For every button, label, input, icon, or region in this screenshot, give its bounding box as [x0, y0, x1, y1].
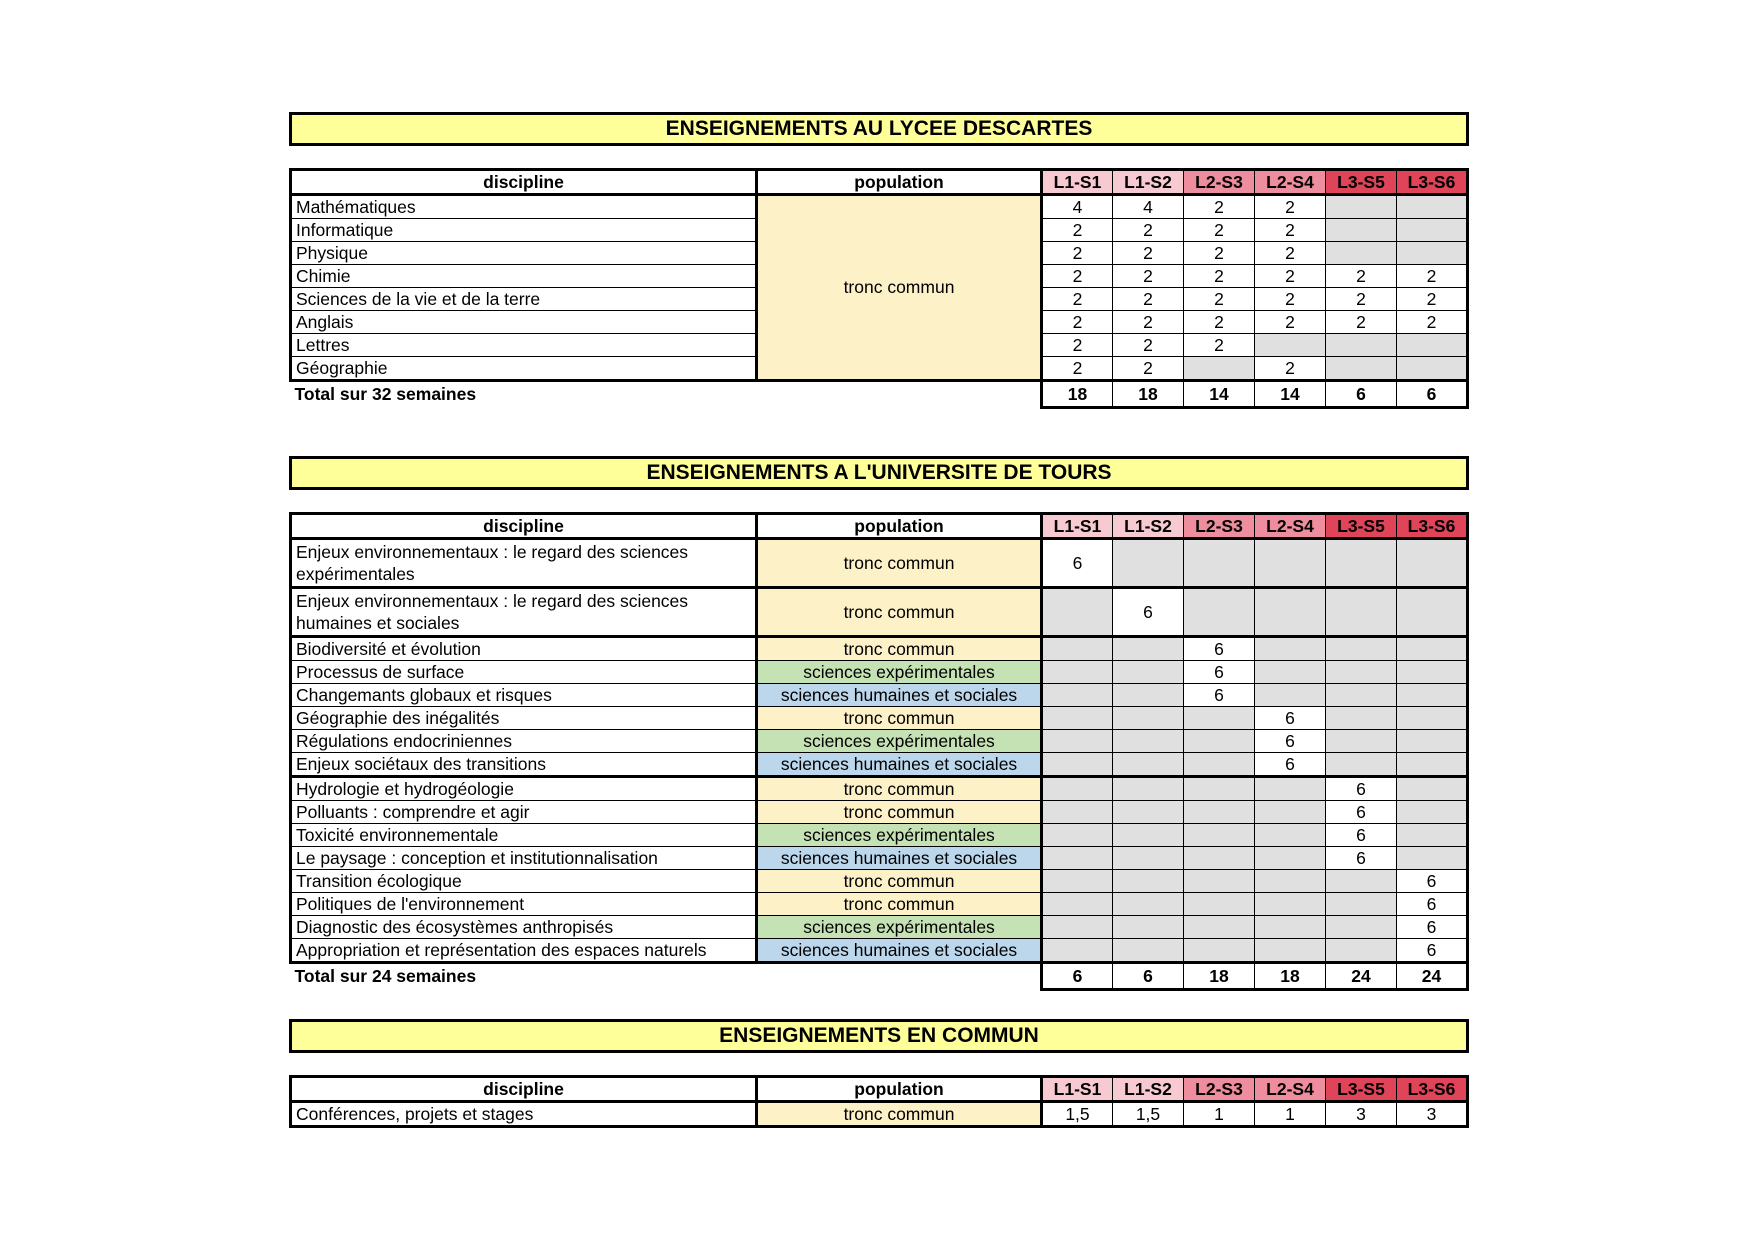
hours-cell: [1113, 684, 1184, 707]
discipline-cell: Enjeux environnementaux : le regard des sciences humaines et sociales: [291, 588, 757, 637]
hours-cell: [1397, 539, 1468, 588]
hours-cell: [1397, 242, 1468, 265]
discipline-cell: Géographie des inégalités: [291, 707, 757, 730]
hours-cell: [1184, 357, 1255, 381]
hours-cell: [1113, 916, 1184, 939]
hours-cell: [1184, 847, 1255, 870]
discipline-cell: Mathématiques: [291, 195, 757, 219]
population-cell: sciences humaines et sociales: [757, 847, 1042, 870]
total-cell: 6: [1326, 381, 1397, 408]
hours-cell: 6: [1184, 661, 1255, 684]
hours-cell: 6: [1184, 684, 1255, 707]
header-population: population: [757, 1077, 1042, 1102]
table-row: [291, 916, 1468, 939]
header-semester-l3-s5: L3-S5: [1326, 1077, 1397, 1102]
hours-cell: [1113, 707, 1184, 730]
section-title-universite: ENSEIGNEMENTS A L'UNIVERSITE DE TOURS: [289, 456, 1469, 490]
total-cell: 18: [1255, 963, 1326, 990]
population-cell: sciences expérimentales: [757, 916, 1042, 939]
hours-cell: [1397, 730, 1468, 753]
population-cell: tronc commun: [757, 1102, 1042, 1127]
hours-cell: [1326, 219, 1397, 242]
hours-cell: [1255, 847, 1326, 870]
hours-cell: 3: [1326, 1102, 1397, 1127]
header-row: [291, 1077, 1468, 1102]
hours-cell: [1326, 684, 1397, 707]
hours-cell: 1: [1255, 1102, 1326, 1127]
hours-cell: 6: [1326, 847, 1397, 870]
discipline-cell: Biodiversité et évolution: [291, 637, 757, 661]
hours-cell: [1042, 939, 1113, 963]
hours-cell: [1184, 730, 1255, 753]
hours-cell: 6: [1184, 637, 1255, 661]
hours-cell: [1042, 916, 1113, 939]
hours-cell: [1255, 870, 1326, 893]
hours-cell: [1255, 661, 1326, 684]
hours-cell: [1326, 661, 1397, 684]
table-row: [291, 870, 1468, 893]
discipline-cell: Enjeux environnementaux : le regard des sciences expérimentales: [291, 539, 757, 588]
table-row: [291, 661, 1468, 684]
header-row: [291, 170, 1468, 195]
hours-cell: [1255, 637, 1326, 661]
hours-cell: [1255, 588, 1326, 637]
hours-cell: [1397, 801, 1468, 824]
table-row: [291, 588, 1468, 637]
header-semester-l1-s2: L1-S2: [1113, 170, 1184, 195]
population-cell: tronc commun: [757, 801, 1042, 824]
header-semester-l1-s1: L1-S1: [1042, 170, 1113, 195]
hours-cell: 2: [1326, 311, 1397, 334]
table-row: [291, 539, 1468, 588]
hours-cell: [1397, 707, 1468, 730]
hours-cell: 2: [1113, 311, 1184, 334]
population-cell: sciences humaines et sociales: [757, 684, 1042, 707]
header-semester-l3-s6: L3-S6: [1397, 1077, 1468, 1102]
hours-cell: 2: [1397, 265, 1468, 288]
hours-cell: [1184, 801, 1255, 824]
hours-cell: [1326, 870, 1397, 893]
hours-cell: [1326, 730, 1397, 753]
hours-cell: 6: [1326, 801, 1397, 824]
hours-cell: 6: [1326, 824, 1397, 847]
hours-cell: 2: [1184, 219, 1255, 242]
total-cell: 14: [1184, 381, 1255, 408]
discipline-cell: Géographie: [291, 357, 757, 381]
hours-cell: [1113, 730, 1184, 753]
hours-cell: [1042, 824, 1113, 847]
header-semester-l2-s4: L2-S4: [1255, 1077, 1326, 1102]
population-cell: sciences expérimentales: [757, 661, 1042, 684]
hours-cell: 2: [1113, 288, 1184, 311]
hours-cell: 2: [1184, 311, 1255, 334]
hours-cell: 4: [1042, 195, 1113, 219]
discipline-cell: Le paysage : conception et institutionnalisation: [291, 847, 757, 870]
table-row: [291, 801, 1468, 824]
hours-cell: 2: [1255, 288, 1326, 311]
hours-cell: [1397, 588, 1468, 637]
hours-cell: [1184, 588, 1255, 637]
total-cell: 6: [1113, 963, 1184, 990]
header-discipline: discipline: [291, 1077, 757, 1102]
header-semester-l1-s2: L1-S2: [1113, 1077, 1184, 1102]
header-semester-l2-s3: L2-S3: [1184, 170, 1255, 195]
hours-cell: 2: [1042, 311, 1113, 334]
hours-cell: [1397, 684, 1468, 707]
hours-cell: [1184, 777, 1255, 801]
hours-cell: [1397, 777, 1468, 801]
hours-cell: [1326, 357, 1397, 381]
discipline-cell: Toxicité environnementale: [291, 824, 757, 847]
discipline-cell: Politiques de l'environnement: [291, 893, 757, 916]
hours-cell: 2: [1184, 288, 1255, 311]
hours-cell: [1113, 870, 1184, 893]
total-row: [291, 963, 1468, 990]
hours-cell: [1397, 357, 1468, 381]
discipline-cell: Transition écologique: [291, 870, 757, 893]
hours-cell: [1184, 893, 1255, 916]
hours-cell: [1113, 801, 1184, 824]
hours-cell: [1255, 939, 1326, 963]
hours-cell: [1113, 893, 1184, 916]
table-row: [291, 707, 1468, 730]
hours-cell: 3: [1397, 1102, 1468, 1127]
hours-cell: 2: [1326, 288, 1397, 311]
discipline-cell: Conférences, projets et stages: [291, 1102, 757, 1127]
hours-cell: 2: [1397, 288, 1468, 311]
hours-cell: 2: [1042, 357, 1113, 381]
hours-cell: [1397, 334, 1468, 357]
hours-cell: 6: [1397, 870, 1468, 893]
hours-cell: 2: [1184, 265, 1255, 288]
header-semester-l2-s4: L2-S4: [1255, 170, 1326, 195]
hours-cell: [1184, 870, 1255, 893]
hours-cell: 2: [1042, 265, 1113, 288]
hours-cell: 2: [1255, 195, 1326, 219]
hours-cell: 2: [1326, 265, 1397, 288]
header-semester-l1-s1: L1-S1: [1042, 1077, 1113, 1102]
discipline-cell: Physique: [291, 242, 757, 265]
header-semester-l3-s5: L3-S5: [1326, 170, 1397, 195]
hours-cell: 2: [1255, 357, 1326, 381]
hours-cell: 2: [1255, 311, 1326, 334]
header-discipline: discipline: [291, 170, 757, 195]
header-semester-l2-s3: L2-S3: [1184, 514, 1255, 539]
hours-cell: [1042, 684, 1113, 707]
hours-cell: [1397, 661, 1468, 684]
hours-cell: [1397, 219, 1468, 242]
hours-cell: 2: [1113, 265, 1184, 288]
hours-cell: [1326, 939, 1397, 963]
discipline-cell: Chimie: [291, 265, 757, 288]
table-row: [291, 684, 1468, 707]
table-row: [291, 847, 1468, 870]
table-commun-wrap: [289, 1075, 1469, 1128]
hours-cell: 6: [1397, 893, 1468, 916]
hours-cell: 1: [1184, 1102, 1255, 1127]
total-cell: 18: [1042, 381, 1113, 408]
table-row: [291, 1102, 1468, 1127]
hours-cell: 2: [1113, 357, 1184, 381]
population-cell: sciences humaines et sociales: [757, 753, 1042, 777]
table-row: [291, 637, 1468, 661]
discipline-cell: Polluants : comprendre et agir: [291, 801, 757, 824]
hours-cell: [1113, 661, 1184, 684]
population-cell: sciences humaines et sociales: [757, 939, 1042, 963]
hours-cell: [1326, 707, 1397, 730]
table-row: [291, 730, 1468, 753]
hours-cell: 6: [1042, 539, 1113, 588]
hours-cell: 2: [1255, 242, 1326, 265]
header-discipline: discipline: [291, 514, 757, 539]
discipline-cell: Processus de surface: [291, 661, 757, 684]
hours-cell: [1326, 753, 1397, 777]
hours-cell: 2: [1042, 334, 1113, 357]
table-universite: [289, 512, 1469, 991]
hours-cell: [1042, 588, 1113, 637]
hours-cell: [1255, 824, 1326, 847]
hours-cell: 2: [1042, 242, 1113, 265]
hours-cell: [1113, 539, 1184, 588]
discipline-cell: Enjeux sociétaux des transitions: [291, 753, 757, 777]
hours-cell: [1326, 242, 1397, 265]
population-cell: tronc commun: [757, 707, 1042, 730]
population-cell: tronc commun: [757, 777, 1042, 801]
hours-cell: [1255, 916, 1326, 939]
population-cell: sciences expérimentales: [757, 730, 1042, 753]
table-lycee: [289, 168, 1469, 409]
table-lycee-wrap: [289, 168, 1469, 409]
hours-cell: [1326, 334, 1397, 357]
hours-cell: [1113, 939, 1184, 963]
total-label: Total sur 32 semaines: [294, 384, 477, 405]
header-row: [291, 514, 1468, 539]
hours-cell: 2: [1255, 219, 1326, 242]
population-cell: tronc commun: [757, 893, 1042, 916]
hours-cell: [1042, 661, 1113, 684]
hours-cell: [1326, 893, 1397, 916]
hours-cell: [1255, 334, 1326, 357]
table-row: [291, 939, 1468, 963]
total-cell: 24: [1397, 963, 1468, 990]
section-title-lycee: ENSEIGNEMENTS AU LYCEE DESCARTES: [289, 112, 1469, 146]
hours-cell: [1042, 870, 1113, 893]
table-commun: [289, 1075, 1469, 1128]
table-row: [291, 753, 1468, 777]
hours-cell: 6: [1326, 777, 1397, 801]
hours-cell: [1397, 195, 1468, 219]
hours-cell: [1042, 730, 1113, 753]
hours-cell: 2: [1184, 242, 1255, 265]
hours-cell: [1042, 777, 1113, 801]
hours-cell: [1184, 824, 1255, 847]
hours-cell: 2: [1042, 219, 1113, 242]
population-cell: tronc commun: [757, 195, 1042, 381]
hours-cell: [1255, 801, 1326, 824]
hours-cell: [1042, 847, 1113, 870]
population-cell: tronc commun: [757, 539, 1042, 588]
hours-cell: 6: [1397, 916, 1468, 939]
hours-cell: [1042, 637, 1113, 661]
hours-cell: 4: [1113, 195, 1184, 219]
total-cell: 6: [1042, 963, 1113, 990]
total-cell: 6: [1397, 381, 1468, 408]
header-population: population: [757, 514, 1042, 539]
hours-cell: 2: [1113, 334, 1184, 357]
hours-cell: [1326, 195, 1397, 219]
hours-cell: [1184, 939, 1255, 963]
hours-cell: 6: [1255, 730, 1326, 753]
hours-cell: [1113, 753, 1184, 777]
table-universite-wrap: [289, 512, 1469, 991]
total-cell: 24: [1326, 963, 1397, 990]
hours-cell: 6: [1397, 939, 1468, 963]
table-row: [291, 893, 1468, 916]
hours-cell: 6: [1255, 707, 1326, 730]
hours-cell: 2: [1397, 311, 1468, 334]
table-row: [291, 824, 1468, 847]
population-cell: tronc commun: [757, 870, 1042, 893]
discipline-cell: Changemants globaux et risques: [291, 684, 757, 707]
discipline-cell: Anglais: [291, 311, 757, 334]
discipline-cell: Diagnostic des écosystèmes anthropisés: [291, 916, 757, 939]
hours-cell: 1,5: [1042, 1102, 1113, 1127]
total-row: [291, 381, 1468, 408]
total-label: Total sur 24 semaines: [294, 966, 477, 987]
hours-cell: [1184, 707, 1255, 730]
header-semester-l3-s6: L3-S6: [1397, 514, 1468, 539]
hours-cell: [1397, 637, 1468, 661]
header-semester-l3-s5: L3-S5: [1326, 514, 1397, 539]
discipline-cell: Régulations endocriniennes: [291, 730, 757, 753]
hours-cell: [1397, 753, 1468, 777]
table-row: [291, 195, 1468, 219]
hours-cell: [1255, 893, 1326, 916]
hours-cell: [1255, 777, 1326, 801]
hours-cell: [1113, 847, 1184, 870]
header-semester-l3-s6: L3-S6: [1397, 170, 1468, 195]
population-cell: sciences expérimentales: [757, 824, 1042, 847]
hours-cell: [1113, 824, 1184, 847]
header-semester-l1-s2: L1-S2: [1113, 514, 1184, 539]
population-cell: tronc commun: [757, 588, 1042, 637]
hours-cell: [1184, 753, 1255, 777]
total-cell: 18: [1184, 963, 1255, 990]
total-cell: 14: [1255, 381, 1326, 408]
hours-cell: [1042, 893, 1113, 916]
header-population: population: [757, 170, 1042, 195]
header-semester-l2-s4: L2-S4: [1255, 514, 1326, 539]
hours-cell: [1326, 539, 1397, 588]
discipline-cell: Informatique: [291, 219, 757, 242]
hours-cell: 2: [1113, 219, 1184, 242]
hours-cell: [1255, 539, 1326, 588]
population-cell: tronc commun: [757, 637, 1042, 661]
hours-cell: 2: [1042, 288, 1113, 311]
hours-cell: [1042, 753, 1113, 777]
hours-cell: 2: [1113, 242, 1184, 265]
hours-cell: [1184, 916, 1255, 939]
hours-cell: [1113, 637, 1184, 661]
table-row: [291, 777, 1468, 801]
hours-cell: 6: [1113, 588, 1184, 637]
section-title-commun: ENSEIGNEMENTS EN COMMUN: [289, 1019, 1469, 1053]
total-cell: 18: [1113, 381, 1184, 408]
header-semester-l2-s3: L2-S3: [1184, 1077, 1255, 1102]
discipline-cell: Hydrologie et hydrogéologie: [291, 777, 757, 801]
discipline-cell: Sciences de la vie et de la terre: [291, 288, 757, 311]
hours-cell: 2: [1184, 195, 1255, 219]
hours-cell: [1042, 707, 1113, 730]
hours-cell: [1326, 916, 1397, 939]
hours-cell: [1255, 684, 1326, 707]
hours-cell: [1184, 539, 1255, 588]
discipline-cell: Lettres: [291, 334, 757, 357]
hours-cell: [1326, 637, 1397, 661]
hours-cell: 1,5: [1113, 1102, 1184, 1127]
hours-cell: [1113, 777, 1184, 801]
discipline-cell: Appropriation et représentation des espaces naturels: [291, 939, 757, 963]
hours-cell: [1326, 588, 1397, 637]
hours-cell: 2: [1184, 334, 1255, 357]
hours-cell: 2: [1255, 265, 1326, 288]
header-semester-l1-s1: L1-S1: [1042, 514, 1113, 539]
hours-cell: [1397, 847, 1468, 870]
hours-cell: [1042, 801, 1113, 824]
hours-cell: 6: [1255, 753, 1326, 777]
hours-cell: [1397, 824, 1468, 847]
